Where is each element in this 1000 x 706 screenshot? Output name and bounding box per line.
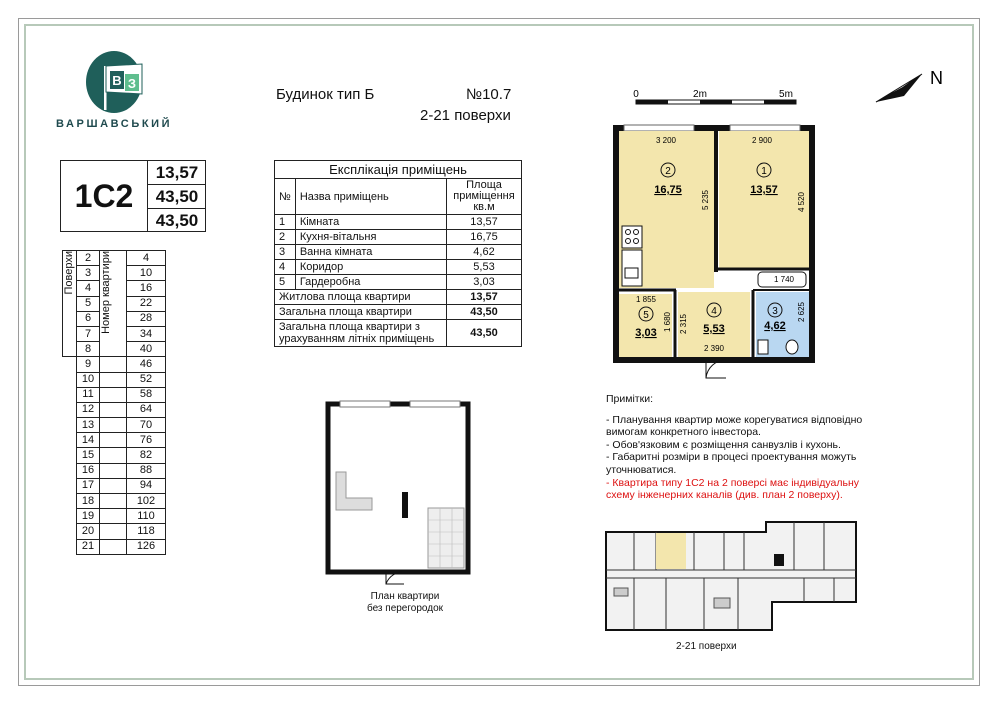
- floor-number: 17: [77, 478, 100, 493]
- notes-title: Примітки:: [606, 393, 653, 405]
- room-1-area: 13,57: [750, 184, 778, 196]
- dim-room2-width: 3 200: [655, 136, 677, 145]
- total-area: 13,57: [447, 290, 522, 305]
- floor-number: 19: [77, 509, 100, 524]
- apartment-number: 76: [127, 433, 166, 448]
- apartment-number: 52: [127, 372, 166, 387]
- apartment-number: 118: [127, 524, 166, 539]
- floors-spacer-cell: [63, 448, 77, 463]
- floors-table: [62, 250, 166, 555]
- apartment-number: 22: [127, 296, 166, 311]
- floors-spacer-cell: [63, 372, 77, 387]
- floors-spacer-cell: [63, 387, 77, 402]
- floor-number: 13: [77, 418, 100, 433]
- living-area: 13,57: [148, 161, 206, 185]
- floor-number: 5: [77, 296, 100, 311]
- floor-plan-caption: 2-21 поверхи: [676, 641, 737, 652]
- floor-number: 4: [77, 281, 100, 296]
- scale-bar: [630, 86, 800, 108]
- floor-number: 8: [77, 342, 100, 357]
- floor-number: 7: [77, 326, 100, 341]
- apt-spacer-cell: [100, 357, 127, 372]
- room-name: Коридор: [295, 260, 446, 275]
- apt-spacer-cell: [100, 463, 127, 478]
- apartment-number: 58: [127, 387, 166, 402]
- notes: [606, 393, 886, 502]
- apt-spacer-cell: [100, 478, 127, 493]
- note-2: - Обов'язковим є розміщення санвузлів і кухонь.: [606, 438, 841, 451]
- building-type: Будинок тип Б: [276, 86, 375, 103]
- scale-label-5m: 5m: [779, 89, 793, 100]
- room-2-area: 16,75: [654, 184, 682, 196]
- apartment-number: 102: [127, 494, 166, 509]
- floors-row: [63, 357, 166, 372]
- empty-plan-caption-line1: План квартири: [370, 591, 440, 602]
- explication-title: Експлікація приміщень: [275, 161, 522, 179]
- floors-spacer-cell: [63, 418, 77, 433]
- note-3: - Габаритні розміри в процесі проектування можуть уточнюватися.: [606, 451, 857, 476]
- floor-plan-thumbnail: [604, 518, 860, 634]
- apartment-number: 28: [127, 311, 166, 326]
- logo-letter-v: В: [112, 73, 122, 88]
- floors-spacer-cell: [63, 433, 77, 448]
- apt-label-cell: [100, 251, 127, 357]
- apartment-number: 110: [127, 509, 166, 524]
- apt-spacer-cell: [100, 539, 127, 554]
- total-name: Загальна площа квартири: [275, 305, 447, 320]
- room-3-number: 3: [772, 306, 778, 317]
- floors-row: [63, 463, 166, 478]
- brand-logo: [80, 48, 164, 116]
- empty-plan-caption: [360, 591, 450, 615]
- floor-number: 14: [77, 433, 100, 448]
- apt-spacer-cell: [100, 418, 127, 433]
- scale-label-0: 0: [633, 89, 639, 100]
- explication-row: [275, 215, 522, 230]
- apartment-number: 64: [127, 402, 166, 417]
- north-label: N: [930, 68, 943, 88]
- dim-corridor-width: 2 390: [703, 344, 725, 353]
- floor-number: 11: [77, 387, 100, 402]
- floors-row: [63, 494, 166, 509]
- explication-row: [275, 275, 522, 290]
- floor-number: 9: [77, 357, 100, 372]
- apartment-number: 126: [127, 539, 166, 554]
- floor-number: 12: [77, 402, 100, 417]
- room-number: 1: [275, 215, 296, 230]
- building-number: №10.7: [466, 86, 512, 103]
- explication-total-row: [275, 290, 522, 305]
- apartment-number: 16: [127, 281, 166, 296]
- floors-row: [63, 539, 166, 554]
- floors-row: [63, 509, 166, 524]
- room-area: 3,03: [447, 275, 522, 290]
- floors-label-cell: [63, 251, 77, 357]
- apt-number-label: Номер квартири: [100, 251, 112, 334]
- total-area: 43,50: [148, 185, 206, 209]
- room-number: 4: [275, 260, 296, 275]
- apartment-number: 70: [127, 418, 166, 433]
- explication-row: [275, 230, 522, 245]
- floors-range: 2-21 поверхи: [420, 107, 511, 124]
- explication-table: [274, 160, 522, 347]
- floors-row: [63, 251, 166, 266]
- apartment-number: 4: [127, 251, 166, 266]
- explication-row: [275, 260, 522, 275]
- floors-spacer-cell: [63, 494, 77, 509]
- explication-total-row: [275, 320, 522, 347]
- floors-row: [63, 387, 166, 402]
- dim-wardrobe-depth: 1 680: [663, 311, 672, 333]
- apartment-number: 94: [127, 478, 166, 493]
- floor-number: 6: [77, 311, 100, 326]
- room-area: 16,75: [447, 230, 522, 245]
- floor-number: 2: [77, 251, 100, 266]
- apt-spacer-cell: [100, 524, 127, 539]
- room-5-area: 3,03: [635, 327, 657, 339]
- explication-row: [275, 245, 522, 260]
- floor-number: 10: [77, 372, 100, 387]
- room-number: 2: [275, 230, 296, 245]
- floors-spacer-cell: [63, 524, 77, 539]
- room-area: 5,53: [447, 260, 522, 275]
- apt-spacer-cell: [100, 509, 127, 524]
- floors-spacer-cell: [63, 463, 77, 478]
- dim-bath-width: 1 740: [773, 275, 795, 284]
- floors-row: [63, 418, 166, 433]
- total-area-summer: 43,50: [155, 211, 199, 230]
- note-1: - Планування квартир може корегуватися відповідно вимогам конкретного інвестора.: [606, 413, 863, 439]
- apt-spacer-cell: [100, 494, 127, 509]
- floors-spacer-cell: [63, 539, 77, 554]
- room-5-number: 5: [643, 310, 649, 321]
- apt-spacer-cell: [100, 372, 127, 387]
- floors-spacer-cell: [63, 478, 77, 493]
- dim-room1-depth: 4 520: [797, 191, 806, 213]
- room-name: Ванна кімната: [295, 245, 446, 260]
- floor-number: 15: [77, 448, 100, 463]
- north-arrow-icon: [872, 64, 962, 108]
- room-name: Кімната: [295, 215, 446, 230]
- room-name: Гардеробна: [295, 275, 446, 290]
- floors-label: Поверхи: [63, 251, 75, 295]
- total-area: 43,50: [447, 305, 522, 320]
- dim-wardrobe-width: 1 855: [635, 295, 657, 304]
- floors-row: [63, 433, 166, 448]
- room-area: 13,57: [447, 215, 522, 230]
- floor-number: 18: [77, 494, 100, 509]
- scale-label-2m: 2m: [693, 89, 707, 100]
- apartment-code-box: [60, 160, 206, 232]
- apt-spacer-cell: [100, 448, 127, 463]
- logo-letter-z: З: [127, 76, 137, 91]
- floors-row: [63, 402, 166, 417]
- floor-number: 21: [77, 539, 100, 554]
- col-num-header: №: [275, 179, 296, 215]
- empty-plan: [320, 398, 480, 588]
- floors-spacer-cell: [63, 402, 77, 417]
- total-name: Житлова площа квартири: [275, 290, 447, 305]
- apartment-area-values: [147, 161, 206, 231]
- apartment-number: 82: [127, 448, 166, 463]
- room-2-number: 2: [665, 166, 671, 177]
- total-name: Загальна площа квартири з урахуванням літніх приміщень: [275, 320, 447, 347]
- apartment-plan: [608, 122, 820, 384]
- room-number: 5: [275, 275, 296, 290]
- room-3-area: 4,62: [764, 320, 786, 332]
- dim-corridor-depth: 2 315: [679, 313, 688, 335]
- apartment-number: 88: [127, 463, 166, 478]
- floor-number: 16: [77, 463, 100, 478]
- floors-spacer-cell: [63, 509, 77, 524]
- apartment-number: 10: [127, 266, 166, 281]
- floor-number: 20: [77, 524, 100, 539]
- brand-name: ВАРШАВСЬКИЙ: [56, 118, 173, 130]
- total-area: 43,50: [447, 320, 522, 347]
- room-4-area: 5,53: [703, 323, 725, 335]
- note-red: - Квартира типу 1С2 на 2 поверсі має індивідуальну схему інженерних каналів (див. план 2 поверху).: [606, 476, 860, 502]
- floors-spacer-cell: [63, 357, 77, 372]
- floors-row: [63, 524, 166, 539]
- apt-spacer-cell: [100, 387, 127, 402]
- col-area-header: Площа приміщення кв.м: [447, 179, 522, 215]
- dim-room1-width: 2 900: [751, 136, 773, 145]
- apartment-number: 34: [127, 326, 166, 341]
- floor-number: 3: [77, 266, 100, 281]
- dim-bath-depth: 2 625: [797, 301, 806, 323]
- room-4-number: 4: [711, 306, 717, 317]
- floors-row: [63, 478, 166, 493]
- apartment-number: 40: [127, 342, 166, 357]
- room-1-fill: [719, 131, 809, 269]
- room-1-number: 1: [761, 166, 767, 177]
- col-name-header: Назва приміщень: [295, 179, 446, 215]
- dim-room2-depth: 5 235: [701, 189, 710, 211]
- explication-total-row: [275, 305, 522, 320]
- apt-spacer-cell: [100, 402, 127, 417]
- apt-spacer-cell: [100, 433, 127, 448]
- apartment-number: 46: [127, 357, 166, 372]
- floors-row: [63, 448, 166, 463]
- room-number: 3: [275, 245, 296, 260]
- apartment-code: 1С2: [74, 177, 134, 214]
- room-area: 4,62: [447, 245, 522, 260]
- floors-row: [63, 372, 166, 387]
- empty-plan-caption-line2: без перегородок: [366, 603, 444, 614]
- room-name: Кухня-вітальня: [295, 230, 446, 245]
